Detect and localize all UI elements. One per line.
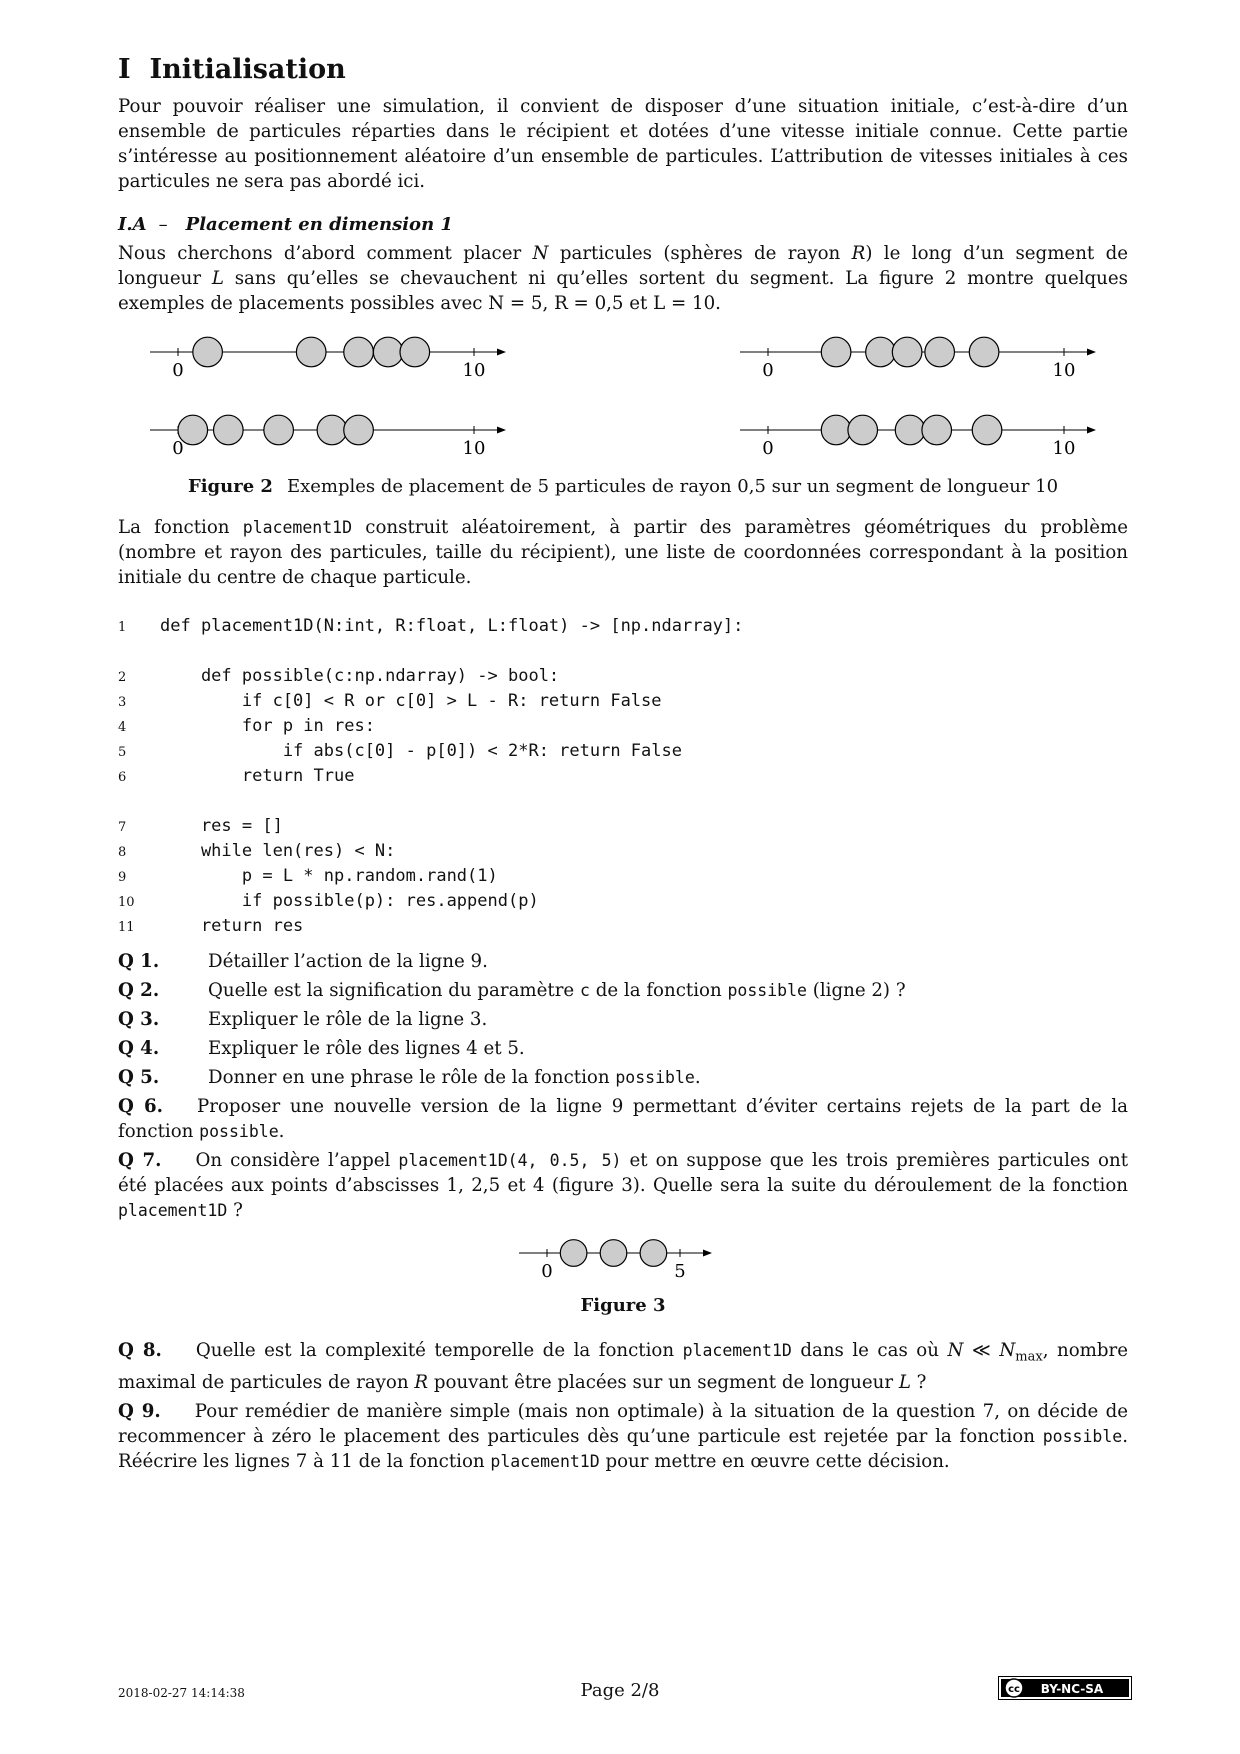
figure2-label: Figure 2	[187, 476, 273, 498]
section-number: I	[118, 54, 131, 85]
license-cc: cc	[1008, 1684, 1020, 1695]
particle	[400, 338, 430, 368]
figure2-line-3	[118, 404, 518, 474]
particle	[925, 338, 955, 368]
particle	[866, 338, 896, 368]
code-line: 11 return res	[118, 916, 304, 937]
figure2-params: N = 5, R = 0,5 et L = 10.	[488, 293, 721, 315]
arrow-head	[703, 1250, 712, 1257]
code-line: 6 return True	[118, 766, 355, 787]
figure3-caption: Figure 3	[580, 1295, 666, 1317]
figure2-line-2	[708, 326, 1108, 396]
particle	[344, 416, 374, 446]
tick-label-end: 10	[462, 360, 486, 382]
code-line: 8 while len(res) < N:	[118, 841, 396, 862]
question-8: Q 8. Quelle est la complexité temporelle de la fonction placement1D dans le cas où N ≪ $N_{max}$, nombre maximal de particules de rayon R pouvant être placées sur un segment de longueur L ?	[118, 1340, 1128, 1394]
question-7: Q 7. On considère l’appel placement1D(4, 0.5, 5) et on suppose que les trois premières particules ont été placées aux points d’abscisses 1, 2,5 et 4 (figure 3). Quelle sera la suite du déroulement de la fonction placement1D ?	[118, 1150, 1129, 1222]
code-line: 1 def placement1D(N:int, R:float, L:float) -> [np.ndarray]:	[118, 616, 744, 637]
particle	[264, 416, 294, 446]
tick-label-end: 10	[462, 438, 486, 460]
particle	[640, 1240, 667, 1267]
subsection-intro: Nous cherchons d’abord comment placer N particules (sphères de rayon R) le long d’un segment de longueur L sans qu’elles se chevauchent ni qu’elles sortent du segment. La figure 2 montre quelques exemples de placements possibles avec N = 5, R = 0,5 et L = 10.	[118, 243, 1128, 315]
figure3-line	[503, 1235, 743, 1291]
questions	[118, 949, 1128, 1223]
tick-label-start: 0	[172, 438, 184, 460]
tick-label-start: 0	[762, 438, 774, 460]
figure2-caption	[118, 476, 1128, 497]
question-1: Q 1. Détailler l’action de la ligne 9.	[118, 951, 488, 973]
particle	[821, 338, 851, 368]
arrow-head	[1087, 349, 1096, 356]
tick-label-start: 0	[541, 1261, 553, 1283]
particle	[193, 338, 223, 368]
fn-placement1d: placement1D	[242, 518, 353, 538]
question-3: Q 3. Expliquer le rôle de la ligne 3.	[118, 1009, 488, 1031]
code-line: 2 def possible(c:np.ndarray) -> bool:	[118, 666, 560, 687]
arrow-head	[497, 349, 506, 356]
question-6: Q 6. Proposer une nouvelle version de la ligne 9 permettant d’éviter certains rejets de la part de la fonction possible.	[118, 1096, 1128, 1143]
particle	[922, 416, 952, 446]
section-title	[118, 54, 1128, 86]
page-number: Page 2/8	[580, 1680, 660, 1701]
particle	[969, 338, 999, 368]
license-text: BY-NC-SA	[1040, 1682, 1104, 1696]
particle	[972, 416, 1002, 446]
section-title-text: Initialisation	[149, 54, 346, 85]
particle	[600, 1240, 627, 1267]
tick-label-start: 0	[762, 360, 774, 382]
subsection-dash: –	[158, 214, 168, 236]
particle	[344, 338, 374, 368]
code-line: 5 if abs(c[0] - p[0]) < 2*R: return False	[118, 741, 682, 762]
figure3	[118, 1235, 1128, 1291]
code-listing	[118, 616, 1128, 941]
tick-label-end: 10	[1052, 438, 1076, 460]
placement1d-description: La fonction placement1D construit aléatoirement, à partir des paramètres géométriques du problème (nombre et rayon des particules, taille du récipient), une liste de coordonnées correspondant à la position initiale du centre de chaque particule.	[118, 517, 1128, 589]
page-content	[118, 54, 1128, 1478]
particle	[848, 416, 878, 446]
code-line: 3 if c[0] < R or c[0] > L - R: return False	[118, 691, 662, 712]
particle	[317, 416, 347, 446]
subsection-title	[118, 214, 1128, 235]
intro-paragraph: Pour pouvoir réaliser une simulation, il convient de disposer d’une situation initiale, c’est-à-dire d’un ensemble de particules réparties dans le récipient et dotées d’une vitesse initiale connue. Cette partie s’intéresse au positionnement aléatoire d’un ensemble de particules. L’attribution de vitesses initiales à ces particules ne sera pas abordé ici.	[118, 96, 1128, 193]
particle	[892, 338, 922, 368]
figure2-line-4	[708, 404, 1108, 474]
license-badge	[998, 1676, 1132, 1700]
arrow-head	[497, 427, 506, 434]
question-5: Q 5. Donner en une phrase le rôle de la fonction possible.	[118, 1067, 701, 1089]
footer-timestamp: 2018-02-27 14:14:38	[118, 1686, 245, 1700]
question-4: Q 4. Expliquer le rôle des lignes 4 et 5.	[118, 1038, 525, 1060]
code-line: 9 p = L * np.random.rand(1)	[118, 866, 498, 887]
tick-label-start: 0	[172, 360, 184, 382]
subsection-title-text: Placement en dimension 1	[185, 214, 453, 236]
particle	[560, 1240, 587, 1267]
question-2: Q 2. Quelle est la signification du paramètre c de la fonction possible (ligne 2) ?	[118, 980, 906, 1002]
figure2-line-1	[118, 326, 518, 396]
particle	[373, 338, 403, 368]
particle	[895, 416, 925, 446]
arrow-head	[1087, 427, 1096, 434]
code-line: 7 res = []	[118, 816, 283, 837]
code-line: 10 if possible(p): res.append(p)	[118, 891, 539, 912]
tick-label-end: 10	[1052, 360, 1076, 382]
particle	[296, 338, 326, 368]
particle	[214, 416, 244, 446]
code-line: 4 for p in res:	[118, 716, 375, 737]
tick-label-end: 5	[674, 1261, 686, 1283]
subsection-number: I.A	[118, 214, 147, 236]
particle	[821, 416, 851, 446]
question-9: Q 9. Pour remédier de manière simple (mais non optimale) à la situation de la question 7, on décide de recommencer à zéro le placement des particules dès qu’une particule est rejetée par la fonction possible. Réécrire les lignes 7 à 11 de la fonction placement1D pour mettre en œuvre cette décision.	[118, 1401, 1128, 1473]
figure2-caption-text: Exemples de placement de 5 particules de rayon 0,5 sur un segment de longueur 10	[286, 476, 1059, 498]
figure2	[118, 326, 1128, 476]
